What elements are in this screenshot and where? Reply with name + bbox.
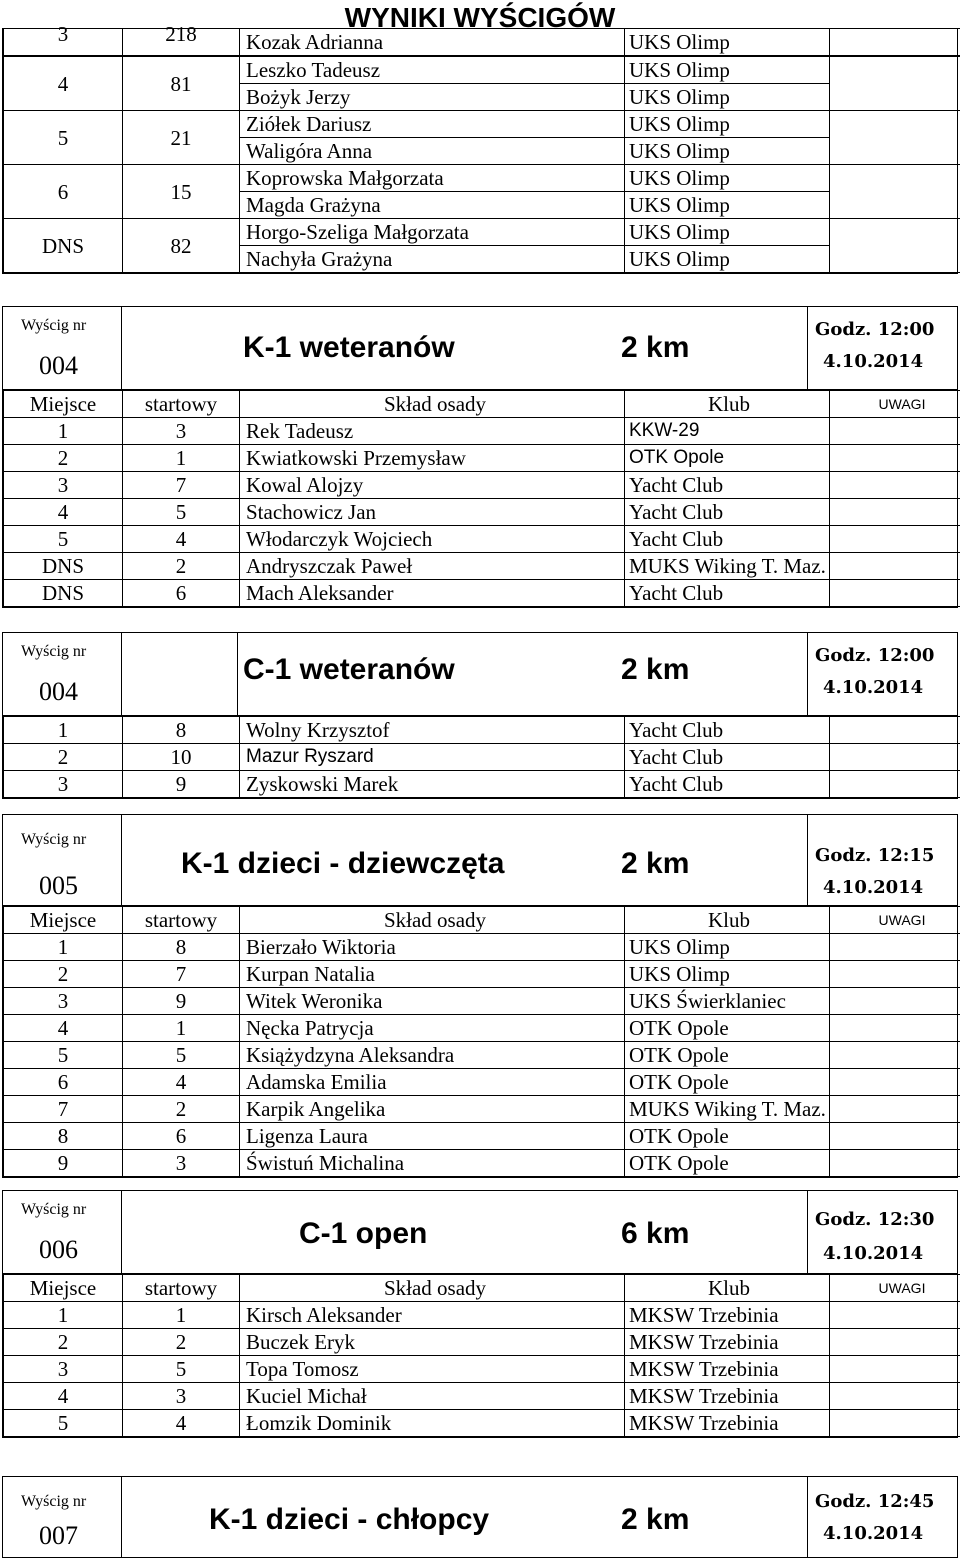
start-cell: 6	[123, 1123, 240, 1150]
table-row	[4, 111, 960, 138]
club-cell: UKS Olimp	[625, 192, 830, 219]
race-number: 005	[39, 871, 78, 900]
start-cell: 8	[123, 717, 240, 744]
start-cell: 1	[123, 1302, 240, 1329]
race-class: C-1 open	[299, 1217, 428, 1250]
notes-cell	[830, 1410, 960, 1437]
race-nr-label: Wyścig nr	[21, 831, 87, 848]
table-row	[4, 961, 960, 988]
place-cell: 1	[4, 717, 123, 744]
col-start: startowy	[123, 1275, 240, 1302]
notes-cell	[830, 1096, 960, 1123]
place-cell: DNS	[4, 553, 123, 580]
column-header-row	[4, 1275, 960, 1302]
crew-cell: Mazur Ryszard	[240, 744, 625, 771]
start-cell: 5	[123, 499, 240, 526]
race-block	[2, 632, 958, 799]
notes-cell	[830, 472, 960, 499]
table-row	[4, 1015, 960, 1042]
race-header	[3, 1477, 957, 1557]
col-place: Miejsce	[4, 391, 123, 418]
club-cell: KKW-29	[625, 418, 830, 445]
club-cell: UKS Świerklaniec	[625, 988, 830, 1015]
start-cell: 8	[123, 934, 240, 961]
race-distance: 2 km	[621, 331, 690, 364]
start-cell: 81	[123, 57, 240, 111]
club-cell: Yacht Club	[625, 499, 830, 526]
race-header	[3, 307, 957, 390]
notes-cell	[830, 1383, 960, 1410]
race-nr-label: Wyścig nr	[21, 317, 87, 334]
race-time: Godz. 12:00	[815, 645, 935, 666]
column-header-row	[4, 391, 960, 418]
race-date: 4.10.2014	[823, 1523, 924, 1544]
race-date: 4.10.2014	[823, 351, 924, 372]
crew-cell: Nęcka Patrycja	[240, 1015, 625, 1042]
race-number: 004	[39, 351, 78, 380]
table-row	[4, 526, 960, 553]
start-cell: 21	[123, 111, 240, 165]
table-row	[4, 499, 960, 526]
place-cell: 1	[4, 1302, 123, 1329]
crew-cell: Leszko Tadeusz	[240, 57, 625, 84]
crew-cell: Kowal Alojzy	[240, 472, 625, 499]
start-cell: 7	[123, 472, 240, 499]
col-crew: Skład osady	[240, 391, 625, 418]
start-cell: 3	[123, 1383, 240, 1410]
notes-cell	[830, 1123, 960, 1150]
place-cell: 8	[4, 1123, 123, 1150]
notes-cell	[830, 771, 960, 798]
start-cell: 2	[123, 1329, 240, 1356]
place-cell: 3	[4, 472, 123, 499]
place-cell: 5	[4, 526, 123, 553]
club-cell: Yacht Club	[625, 771, 830, 798]
crew-cell: Magda Grażyna	[240, 192, 625, 219]
place-cell: 3	[4, 988, 123, 1015]
club-cell: UKS Olimp	[625, 961, 830, 988]
club-cell: UKS Olimp	[625, 934, 830, 961]
place-cell: 4	[4, 1015, 123, 1042]
club-cell: OTK Opole	[625, 1123, 830, 1150]
club-cell: OTK Opole	[625, 445, 830, 472]
crew-cell: Ziółek Dariusz	[240, 111, 625, 138]
table-row	[4, 1150, 960, 1177]
place-cell: 2	[4, 961, 123, 988]
race-number: 006	[39, 1235, 78, 1264]
crew-cell: Łomzik Dominik	[240, 1410, 625, 1437]
start-cell: 3	[123, 1150, 240, 1177]
crew-cell: Buczek Eryk	[240, 1329, 625, 1356]
club-cell: MKSW Trzebinia	[625, 1383, 830, 1410]
page-title: WYNIKI WYŚCIGÓW	[344, 2, 616, 33]
place-cell: 2	[4, 445, 123, 472]
table-row	[4, 717, 960, 744]
notes-cell	[830, 934, 960, 961]
race-time: Godz. 12:45	[815, 1491, 935, 1512]
race-time: Godz. 12:30	[815, 1209, 935, 1230]
table-row	[4, 472, 960, 499]
club-cell: UKS Olimp	[625, 219, 830, 246]
start-cell: 10	[123, 744, 240, 771]
race-nr-label: Wyścig nr	[21, 1493, 87, 1510]
col-crew: Skład osady	[240, 907, 625, 934]
place-cell: 4	[4, 499, 123, 526]
crew-cell: Kuciel Michał	[240, 1383, 625, 1410]
crew-cell: Karpik Angelika	[240, 1096, 625, 1123]
crew-cell: Włodarczyk Wojciech	[240, 526, 625, 553]
table-row	[4, 1356, 960, 1383]
notes-cell	[830, 445, 960, 472]
table-row	[4, 1069, 960, 1096]
start-cell: 2	[123, 553, 240, 580]
start-cell: 4	[123, 526, 240, 553]
notes-cell	[830, 744, 960, 771]
place-cell: 6	[4, 1069, 123, 1096]
notes-cell	[830, 418, 960, 445]
notes-cell	[830, 553, 960, 580]
table-row	[4, 1329, 960, 1356]
club-cell: MKSW Trzebinia	[625, 1356, 830, 1383]
table-row	[4, 1383, 960, 1410]
crew-cell: Kurpan Natalia	[240, 961, 625, 988]
place-cell: 3	[4, 29, 123, 56]
table-row	[4, 165, 960, 192]
notes-cell	[830, 1150, 960, 1177]
club-cell: OTK Opole	[625, 1150, 830, 1177]
club-cell: OTK Opole	[625, 1069, 830, 1096]
place-cell: 7	[4, 1096, 123, 1123]
club-cell: MUKS Wiking T. Maz.	[625, 1096, 830, 1123]
race-block	[2, 814, 958, 1178]
start-cell: 9	[123, 988, 240, 1015]
place-cell: 1	[4, 418, 123, 445]
place-cell: 9	[4, 1150, 123, 1177]
col-club: Klub	[625, 1275, 830, 1302]
table-row	[4, 418, 960, 445]
club-cell: Yacht Club	[625, 744, 830, 771]
race-distance: 6 km	[621, 1217, 690, 1250]
start-cell: 5	[123, 1356, 240, 1383]
club-cell: MKSW Trzebinia	[625, 1302, 830, 1329]
table-row	[4, 934, 960, 961]
crew-cell: Zyskowski Marek	[240, 771, 625, 798]
club-cell: UKS Olimp	[625, 29, 830, 56]
start-cell: 7	[123, 961, 240, 988]
place-cell: 6	[4, 165, 123, 219]
crew-cell: Adamska Emilia	[240, 1069, 625, 1096]
club-cell: UKS Olimp	[625, 84, 830, 111]
crew-cell: Kirsch Aleksander	[240, 1302, 625, 1329]
club-cell: UKS Olimp	[625, 165, 830, 192]
start-cell: 9	[123, 771, 240, 798]
notes-cell	[830, 988, 960, 1015]
race-block	[2, 1190, 958, 1438]
race-nr-label: Wyścig nr	[21, 1201, 87, 1218]
notes-cell	[830, 1042, 960, 1069]
place-cell: 5	[4, 1042, 123, 1069]
place-cell: 3	[4, 771, 123, 798]
place-cell: 2	[4, 1329, 123, 1356]
club-cell: MUKS Wiking T. Maz.	[625, 553, 830, 580]
race-class: C-1 weteranów	[243, 653, 455, 686]
club-cell: OTK Opole	[625, 1015, 830, 1042]
race-number: 007	[39, 1521, 78, 1550]
race-class: K-1 weteranów	[243, 331, 455, 364]
table-row	[4, 445, 960, 472]
club-cell: Yacht Club	[625, 472, 830, 499]
table-row	[4, 1302, 960, 1329]
crew-cell: Ligenza Laura	[240, 1123, 625, 1150]
crew-cell: Witek Weronika	[240, 988, 625, 1015]
crew-cell: Bierzało Wiktoria	[240, 934, 625, 961]
notes-cell	[830, 580, 960, 607]
place-cell: 4	[4, 57, 123, 111]
notes-cell	[830, 1069, 960, 1096]
crew-cell: Topa Tomosz	[240, 1356, 625, 1383]
notes-cell	[830, 526, 960, 553]
place-cell: 4	[4, 1383, 123, 1410]
race-date: 4.10.2014	[823, 877, 924, 898]
race-distance: 2 km	[621, 847, 690, 880]
notes-cell	[830, 1302, 960, 1329]
table-row	[4, 1042, 960, 1069]
club-cell: MKSW Trzebinia	[625, 1329, 830, 1356]
place-cell: 5	[4, 1410, 123, 1437]
notes-cell	[830, 499, 960, 526]
place-cell: 5	[4, 111, 123, 165]
club-cell: Yacht Club	[625, 717, 830, 744]
crew-cell: Rek Tadeusz	[240, 418, 625, 445]
crew-cell: Andryszczak Paweł	[240, 553, 625, 580]
col-notes: UWAGI	[830, 907, 960, 934]
table-row	[4, 1410, 960, 1437]
previous-race-results	[2, 22, 958, 274]
race-date: 4.10.2014	[823, 677, 924, 698]
start-cell: 1	[123, 1015, 240, 1042]
col-place: Miejsce	[4, 1275, 123, 1302]
crew-cell: Waligóra Anna	[240, 138, 625, 165]
crew-cell: Wolny Krzysztof	[240, 717, 625, 744]
notes-cell	[830, 961, 960, 988]
col-notes: UWAGI	[830, 1275, 960, 1302]
race-header	[3, 1191, 957, 1274]
col-club: Klub	[625, 907, 830, 934]
race-distance: 2 km	[621, 1503, 690, 1536]
race-time: Godz. 12:15	[815, 845, 935, 866]
start-cell: 4	[123, 1410, 240, 1437]
club-cell: UKS Olimp	[625, 57, 830, 84]
place-cell: DNS	[4, 580, 123, 607]
crew-cell: Kozak Adrianna	[240, 29, 625, 56]
start-cell: 2	[123, 1096, 240, 1123]
crew-cell: Kwiatkowski Przemysław	[240, 445, 625, 472]
crew-cell: Nachyła Grażyna	[240, 246, 625, 273]
notes-cell	[830, 1015, 960, 1042]
club-cell: MKSW Trzebinia	[625, 1410, 830, 1437]
club-cell: UKS Olimp	[625, 246, 830, 273]
table-row	[4, 744, 960, 771]
club-cell: Yacht Club	[625, 526, 830, 553]
col-place: Miejsce	[4, 907, 123, 934]
table-row	[4, 1123, 960, 1150]
race-header	[3, 633, 957, 716]
race-distance: 2 km	[621, 653, 690, 686]
notes-cell	[830, 1356, 960, 1383]
table-row	[4, 771, 960, 798]
col-club: Klub	[625, 391, 830, 418]
place-cell: DNS	[4, 219, 123, 273]
race-number: 004	[39, 677, 78, 706]
crew-cell: Książydzyna Aleksandra	[240, 1042, 625, 1069]
crew-cell: Świstuń Michalina	[240, 1150, 625, 1177]
col-crew: Skład osady	[240, 1275, 625, 1302]
race-class: K-1 dzieci - chłopcy	[209, 1503, 490, 1536]
notes-cell	[830, 717, 960, 744]
crew-cell: Mach Aleksander	[240, 580, 625, 607]
table-row	[4, 580, 960, 607]
start-cell: 218	[123, 29, 240, 56]
start-cell: 82	[123, 219, 240, 273]
crew-cell: Horgo-Szeliga Małgorzata	[240, 219, 625, 246]
club-cell: Yacht Club	[625, 580, 830, 607]
column-header-row	[4, 907, 960, 934]
table-row	[4, 553, 960, 580]
notes-cell	[830, 1329, 960, 1356]
start-cell: 5	[123, 1042, 240, 1069]
table-row	[4, 57, 960, 84]
start-cell: 3	[123, 418, 240, 445]
race-class: K-1 dzieci - dziewczęta	[181, 847, 505, 880]
place-cell: 2	[4, 744, 123, 771]
club-cell: UKS Olimp	[625, 111, 830, 138]
crew-cell: Stachowicz Jan	[240, 499, 625, 526]
start-cell: 1	[123, 445, 240, 472]
table-row	[4, 988, 960, 1015]
start-cell: 6	[123, 580, 240, 607]
col-start: startowy	[123, 391, 240, 418]
race-block	[2, 1476, 958, 1558]
start-cell: 15	[123, 165, 240, 219]
race-header	[3, 815, 957, 906]
start-cell: 4	[123, 1069, 240, 1096]
col-start: startowy	[123, 907, 240, 934]
crew-cell: Koprowska Małgorzata	[240, 165, 625, 192]
place-cell: 3	[4, 1356, 123, 1383]
race-block	[2, 306, 958, 608]
race-nr-label: Wyścig nr	[21, 643, 87, 660]
race-time: Godz. 12:00	[815, 319, 935, 340]
col-notes: UWAGI	[830, 391, 960, 418]
race-date: 4.10.2014	[823, 1243, 924, 1264]
place-cell: 1	[4, 934, 123, 961]
club-cell: OTK Opole	[625, 1042, 830, 1069]
club-cell: UKS Olimp	[625, 138, 830, 165]
table-row	[4, 1096, 960, 1123]
table-row	[4, 219, 960, 246]
crew-cell: Bożyk Jerzy	[240, 84, 625, 111]
